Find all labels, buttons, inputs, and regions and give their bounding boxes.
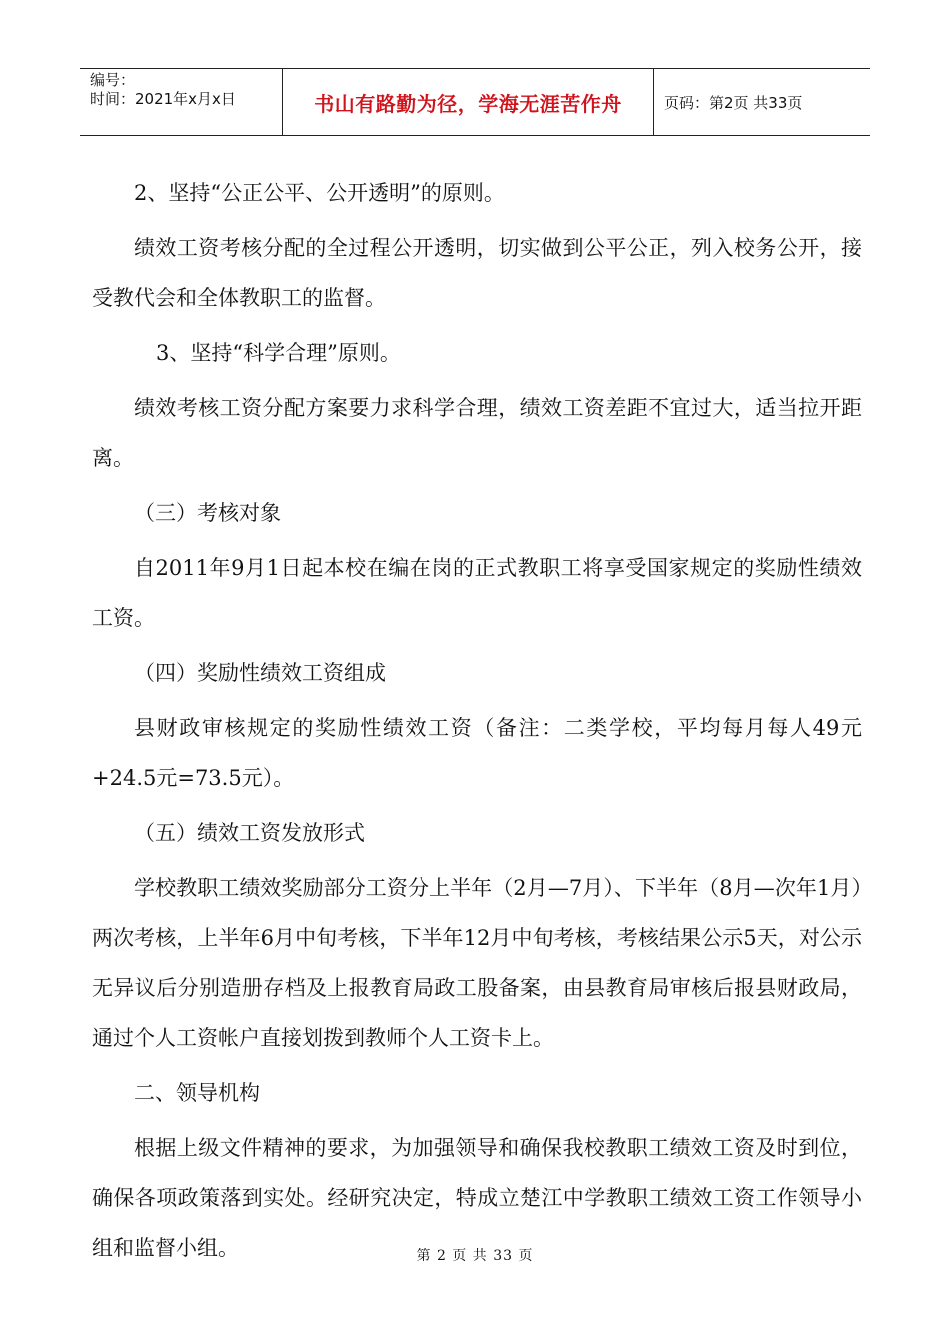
header-page-info: 页码：第2页 共33页 xyxy=(664,93,803,112)
document-number-label: 编号： xyxy=(90,71,136,89)
section-heading-payment-form: （五）绩效工资发放形式 xyxy=(134,821,365,845)
document-body xyxy=(92,168,862,1278)
section-heading-assessment-target: （三）考核对象 xyxy=(134,501,281,525)
paragraph-principle-3: 3、坚持“科学合理”原则。 xyxy=(156,341,401,365)
document-date-label: 时间：2021年x月x日 xyxy=(90,90,236,108)
section-heading-composition: （四）奖励性绩效工资组成 xyxy=(134,661,386,685)
paragraph-leadership: 根据上级文件精神的要求，为加强领导和确保我校教职工绩效工资及时到位，确保各项政策落到实处。经研究决定，特成立楚江中学教职工绩效工资工作领导小组和监督小组。 xyxy=(92,1136,862,1260)
paragraph-payment-form: 学校教职工绩效奖励部分工资分上半年（2月—7月）、下半年（8月—次年1月）两次考核，上半年6月中旬考核，下半年12月中旬考核，考核结果公示5天，对公示无异议后分别造册存档及上报教育局政工股备案，由县教育局审核后报县财政局，通过个人工资帐户直接划拨到教师个人工资卡上。 xyxy=(92,876,862,1050)
paragraph-transparency: 绩效工资考核分配的全过程公开透明，切实做到公平公正，列入校务公开，接受教代会和全体教职工的监督。 xyxy=(92,236,862,310)
paragraph-principle-2: 2、坚持“公正公平、公开透明”的原则。 xyxy=(134,181,505,205)
page-footer: 第 2 页 共 33 页 xyxy=(416,1248,534,1264)
paragraph-assessment-target: 自2011年9月1日起本校在编在岗的正式教职工将享受国家规定的奖励性绩效工资。 xyxy=(92,556,862,630)
header-meta-cell xyxy=(80,69,283,135)
page-header xyxy=(80,68,870,136)
paragraph-scientific: 绩效考核工资分配方案要力求科学合理，绩效工资差距不宜过大，适当拉开距离。 xyxy=(92,396,862,470)
section-heading-leadership: 二、领导机构 xyxy=(134,1081,260,1105)
paragraph-composition: 县财政审核规定的奖励性绩效工资（备注：二类学校，平均每月每人49元+24.5元=73.5元）。 xyxy=(92,716,862,790)
header-motto: 书山有路勤为径，学海无涯苦作舟 xyxy=(283,69,654,135)
